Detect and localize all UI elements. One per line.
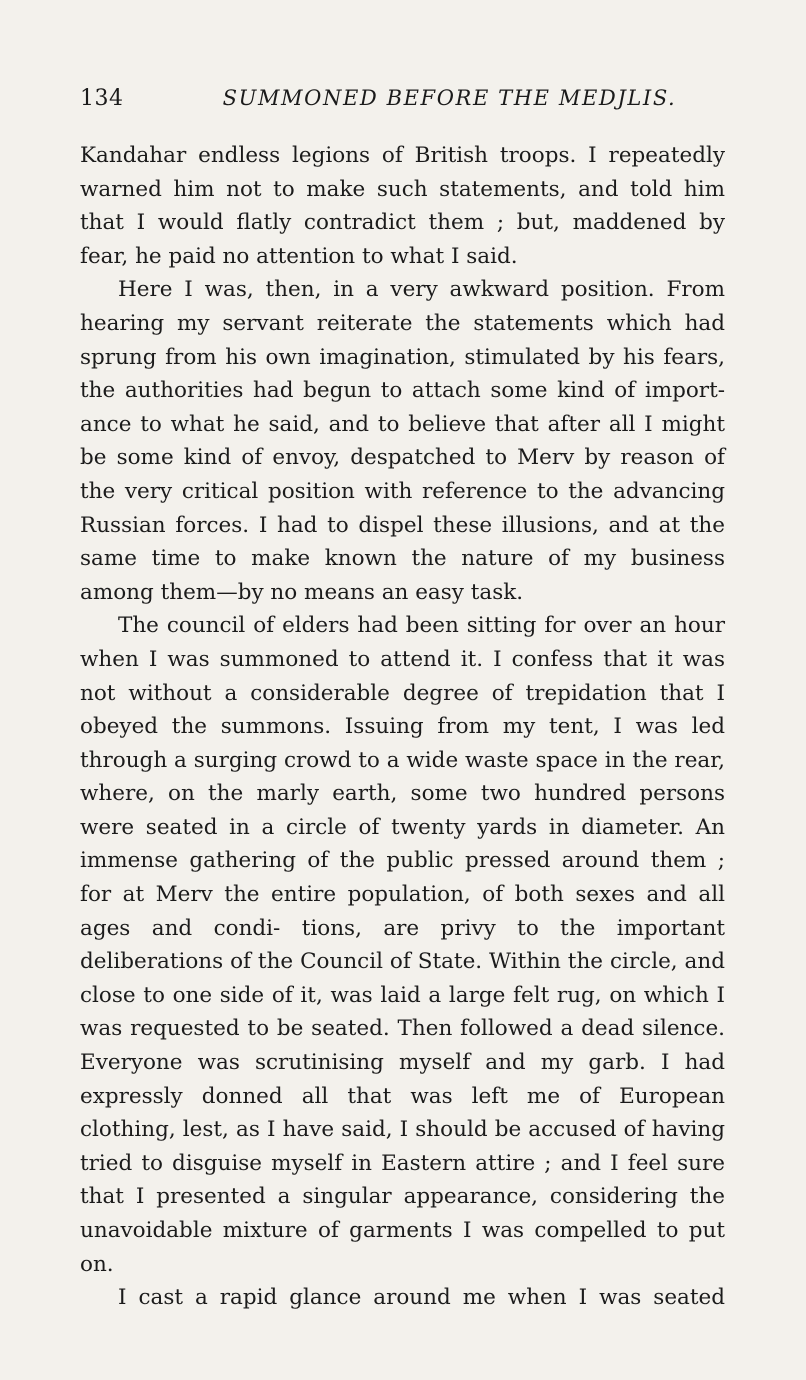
paragraph-2: Here I was, then, in a very awkward position. From hearing my servant reiterate the statements which had sprung from his own imagination, stimulated by his fears, the authorities had begun to attach some kind of import- ance to what he said, and to believe that after all I might be some kind of envoy, despatched to Merv by reason of the very critical position with reference to the advancing Russian forces. I had to dispel these illusions, and at the same time to make known the nature of my business among them—by no means an easy task.: [80, 277, 725, 605]
paragraph-1: Kandahar endless legions of British troops. I repeatedly warned him not to make such statements, and told him that I would flatly contradict them ; but, maddened by fear, he paid no attention to what I said.: [80, 143, 725, 269]
paragraph-4: I cast a rapid glance around me when I was seated: [118, 1285, 725, 1311]
body-text: [80, 139, 725, 1315]
paragraph-3: The council of elders had been sitting for over an hour when I was summoned to attend it. I confess that it was not without a considerable degree of trepidation that I obeyed the summons. Issuing from my tent, I was led through a surging crowd to a wide waste space in the rear, where, on the marly earth, some two hundred persons were seated in a circle of twenty yards in diameter. An immense gathering of the public pressed around them ; for at Merv the entire population, of both sexes and all ages and condi- tions, are privy to the important deliberations of the Council of State. Within the circle, and close to one side of it, was laid a large felt rug, on which I was requested to be seated. Then followed a dead silence. Everyone was scrutinising myself and my garb. I had expressly donned all that was left me of European clothing, lest, as I have said, I should be accused of having tried to disguise myself in Eastern attire ; and I feel sure that I presented a singular appearance, considering the unavoidable mixture of garments I was compelled to put on.: [80, 613, 725, 1277]
running-title: SUMMONED BEFORE THE MEDJLIS.: [222, 86, 677, 110]
page-number: 134: [80, 86, 124, 111]
page-header: [80, 86, 725, 126]
